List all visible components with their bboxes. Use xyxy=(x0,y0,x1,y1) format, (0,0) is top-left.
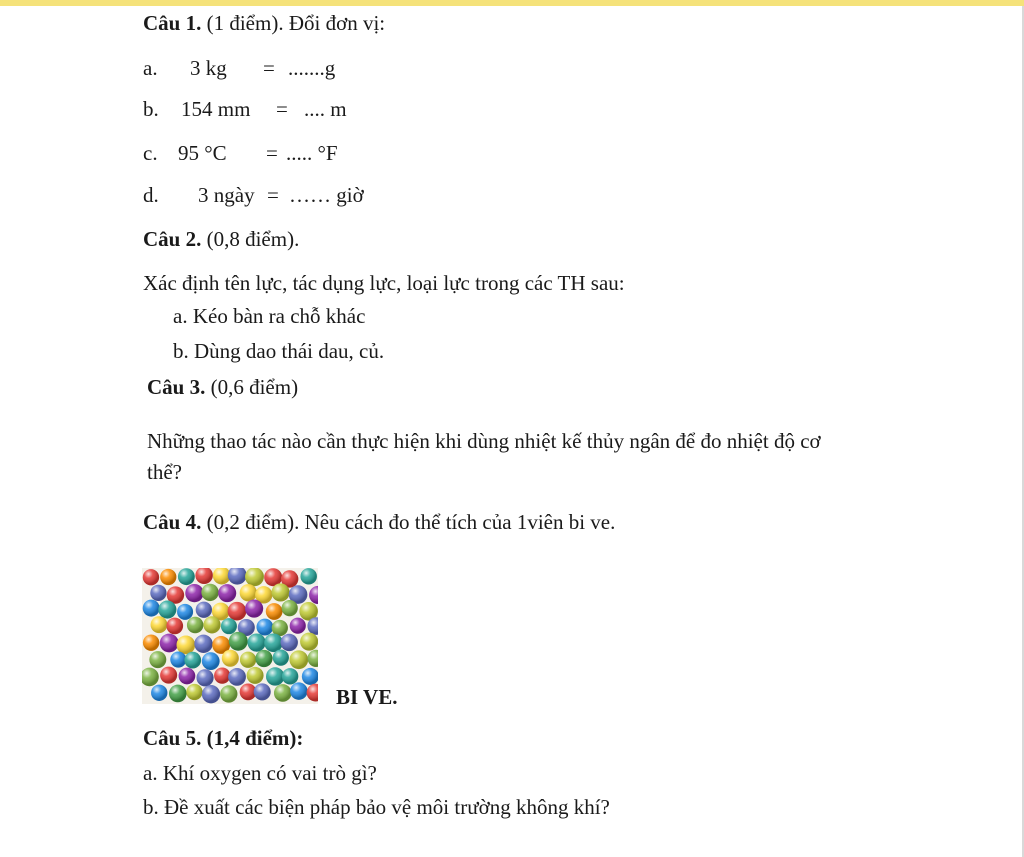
item-expression: 3 kg xyxy=(190,56,227,80)
marble-shine xyxy=(169,685,187,703)
marble-shine xyxy=(289,650,308,669)
marble-shine xyxy=(309,586,318,604)
marble-shine xyxy=(281,634,298,651)
marble-shine xyxy=(264,633,283,652)
question-2-item-b xyxy=(173,338,384,364)
marbles-caption: BI VE. xyxy=(336,685,398,709)
question-4-text: (0,2 điểm). Nêu cách đo thể tích của 1viên bi ve. xyxy=(206,510,616,534)
question-5-heading: Câu 5. (1,4 điểm): xyxy=(143,726,304,750)
marble-shine xyxy=(196,602,212,618)
marble-shine xyxy=(300,568,316,584)
marble-shine xyxy=(228,568,247,585)
marble-shine xyxy=(143,569,159,585)
question-1-item-a xyxy=(143,55,336,81)
item-equals: = xyxy=(276,97,288,121)
item-blank: …… giờ xyxy=(289,183,364,207)
marble-shine xyxy=(290,682,307,699)
question-3-points: (0,6 điểm) xyxy=(210,375,299,399)
marble-shine xyxy=(202,652,220,670)
marbles-illustration xyxy=(142,568,318,704)
marble-shine xyxy=(229,632,248,651)
item-expression: 95 °C xyxy=(178,141,227,165)
marble-shine xyxy=(177,604,193,620)
marble-shine xyxy=(179,668,196,685)
marble-shine xyxy=(143,635,159,651)
marble-shine xyxy=(160,569,176,585)
marble-shine xyxy=(228,668,246,686)
item-blank: ..... °F xyxy=(286,141,338,165)
item-expression: 3 ngày xyxy=(198,183,255,207)
marble-shine xyxy=(266,603,283,620)
marble-shine xyxy=(196,669,213,686)
question-3-prompt-line-2: thể? xyxy=(147,460,182,484)
marble-shine xyxy=(185,584,203,602)
marbles-image xyxy=(142,568,318,704)
marble-shine xyxy=(201,584,218,601)
marble-shine xyxy=(166,618,183,635)
question-1-item-c xyxy=(143,140,338,166)
question-4-line xyxy=(143,509,615,535)
marble-shine xyxy=(245,600,263,618)
question-1-points: (1 điểm). Đổi đơn vị: xyxy=(206,11,386,35)
marble-shine xyxy=(247,633,265,651)
item-equals: = xyxy=(263,56,275,80)
marble-shine xyxy=(187,617,203,633)
question-1-title: Câu 1. xyxy=(143,11,202,35)
item-blank: .... m xyxy=(304,97,347,121)
marble-shine xyxy=(228,602,247,621)
question-3-prompt-line-1: Những thao tác nào cần thực hiện khi dùng nhiệt kế thủy ngân để đo nhiệt độ cơ xyxy=(147,429,821,453)
marble-shine xyxy=(184,652,201,669)
question-2-prompt: Xác định tên lực, tác dụng lực, loại lực trong các TH sau: xyxy=(143,271,625,295)
marble-shine xyxy=(307,684,318,702)
question-1-item-b xyxy=(143,96,347,122)
item-label: c. xyxy=(143,141,158,165)
item-text: Dùng dao thái dau, củ. xyxy=(194,339,385,363)
marble-shine xyxy=(195,568,212,584)
marble-shine xyxy=(240,584,257,601)
item-equals: = xyxy=(267,183,279,207)
marble-shine xyxy=(177,636,196,655)
marble-shine xyxy=(160,667,177,684)
item-label: a. xyxy=(173,304,188,328)
marble-shine xyxy=(274,684,292,702)
marble-shine xyxy=(247,667,264,684)
marble-shine xyxy=(308,650,318,667)
item-label: b. xyxy=(143,97,159,121)
question-1-item-d xyxy=(143,182,364,208)
question-5-item-b: b. Đề xuất các biện pháp bảo vệ môi trường không khí? xyxy=(143,795,610,819)
marble-shine xyxy=(143,600,160,617)
marble-shine xyxy=(300,633,318,651)
marble-shine xyxy=(254,683,271,700)
marble-shine xyxy=(151,616,168,633)
marble-shine xyxy=(240,652,256,668)
marble-shine xyxy=(142,668,159,687)
item-label: b. xyxy=(173,339,189,363)
marble-shine xyxy=(220,685,237,702)
question-1-heading xyxy=(143,10,385,36)
marble-shine xyxy=(282,600,298,616)
question-2-title: Câu 2. xyxy=(143,227,202,251)
marble-shine xyxy=(151,685,167,701)
marble-shine xyxy=(255,650,272,667)
question-2-points: (0,8 điểm). xyxy=(206,227,300,251)
marble-shine xyxy=(194,635,212,653)
item-text: Kéo bàn ra chỗ khác xyxy=(192,304,366,328)
question-3-heading xyxy=(147,374,298,400)
marble-shine xyxy=(271,583,289,601)
marble-shine xyxy=(202,685,220,703)
item-label: d. xyxy=(143,183,159,207)
item-label: a. xyxy=(143,56,158,80)
marble-shine xyxy=(266,667,284,685)
question-3-title: Câu 3. xyxy=(147,375,206,399)
question-5-item-a: a. Khí oxygen có vai trò gì? xyxy=(143,761,377,785)
marble-shine xyxy=(150,585,166,601)
item-expression: 154 mm xyxy=(181,97,251,121)
marble-shine xyxy=(302,668,318,685)
marble-shine xyxy=(170,652,186,668)
marble-shine xyxy=(222,650,239,667)
marble-shine xyxy=(149,651,166,668)
marble-shine xyxy=(158,601,176,619)
question-4-title: Câu 4. xyxy=(143,510,202,534)
marble-shine xyxy=(290,618,306,634)
marble-shine xyxy=(214,668,230,684)
item-equals: = xyxy=(266,141,278,165)
marble-shine xyxy=(160,634,179,653)
item-blank: .......g xyxy=(288,56,336,80)
marble-shine xyxy=(218,584,236,602)
marble-shine xyxy=(178,568,195,585)
marble-shine xyxy=(273,650,289,666)
marble-shine xyxy=(186,684,202,700)
marble-shine xyxy=(256,619,273,636)
marble-shine xyxy=(245,568,264,586)
marble-shine xyxy=(282,668,298,684)
top-highlight-bar xyxy=(0,0,1024,6)
marble-shine xyxy=(221,618,237,634)
question-2-heading xyxy=(143,226,299,252)
question-2-item-a xyxy=(173,303,365,329)
marble-shine xyxy=(203,616,220,633)
